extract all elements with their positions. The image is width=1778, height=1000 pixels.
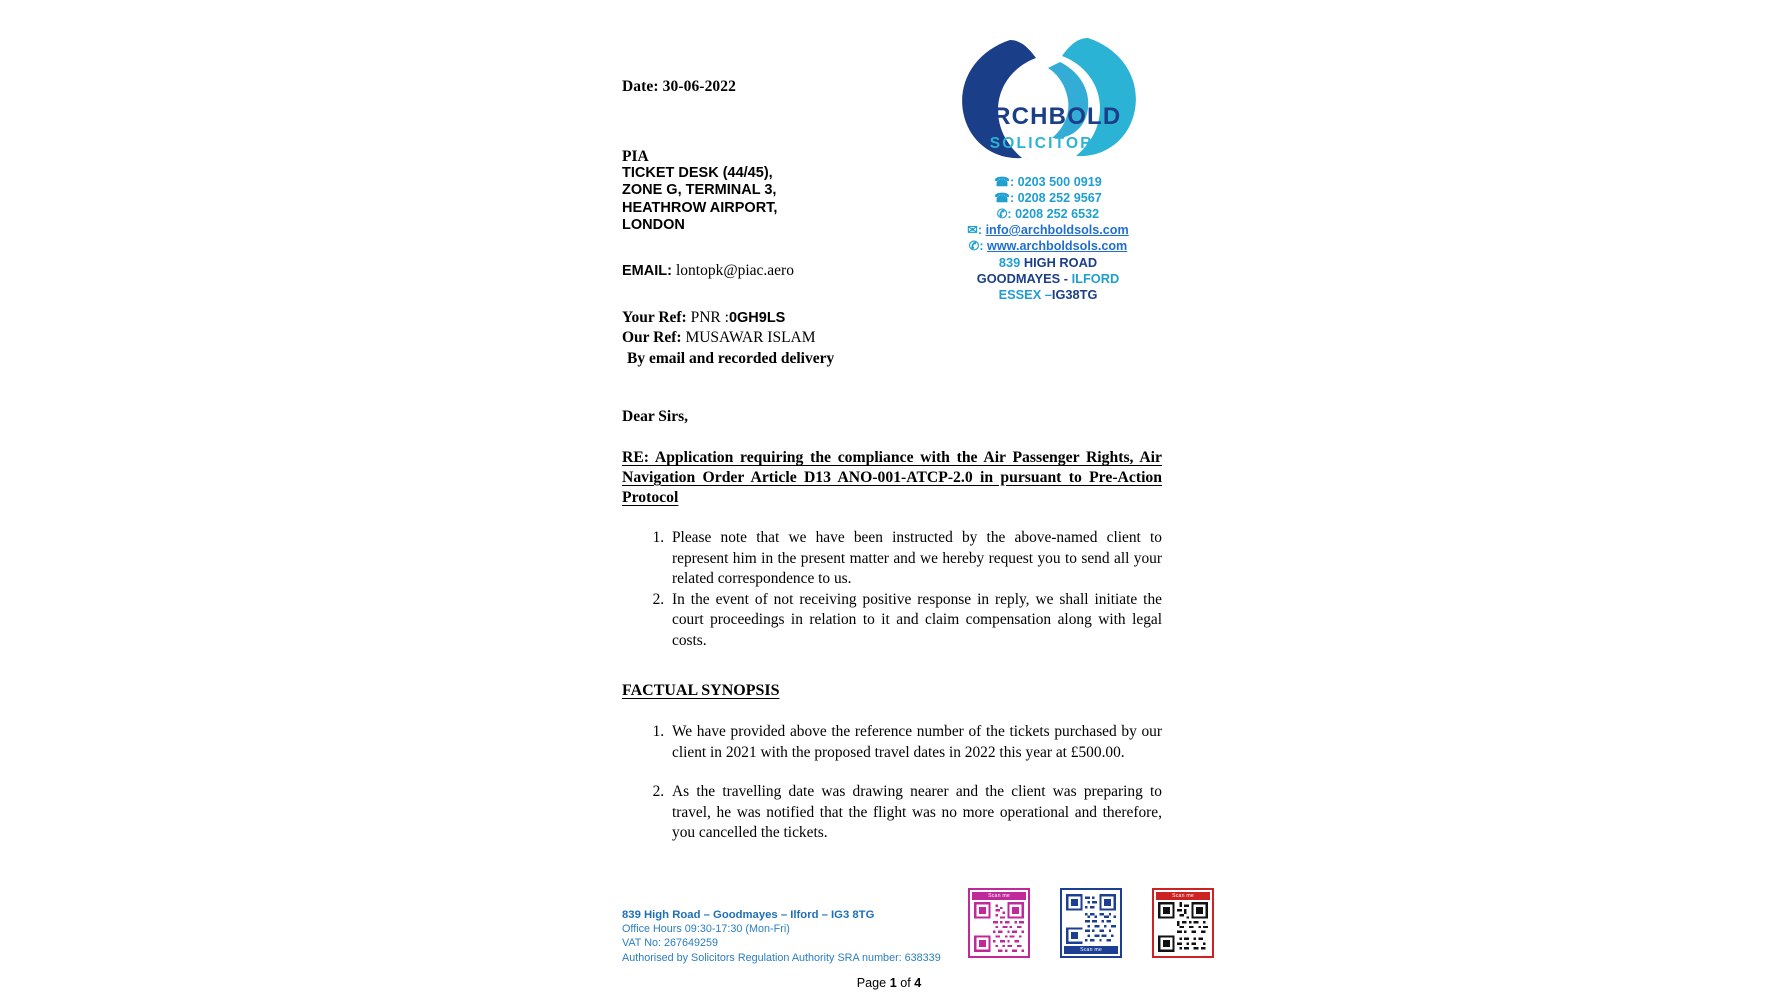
contact-fax xyxy=(948,206,1148,222)
address-line-0-rest: HIGH ROAD xyxy=(1020,255,1098,270)
addressee-line-3: HEATHROW AIRPORT, xyxy=(622,199,778,216)
section-heading-factual-synopsis: FACTUAL SYNOPSIS xyxy=(622,682,780,699)
footer-vat: VAT No: 267649259 xyxy=(622,937,719,950)
contact-website-link[interactable]: www.archboldsols.com xyxy=(987,239,1128,253)
footer-regulator: Authorised by Solicitors Regulation Authority SRA number: 638339 xyxy=(622,951,941,964)
envelope-icon: ✉ xyxy=(967,223,978,237)
our-ref-value: MUSAWAR ISLAM xyxy=(685,329,816,347)
contact-phone-1-text: : 0203 500 0919 xyxy=(1009,175,1102,189)
contact-list xyxy=(948,174,1148,254)
list-item: 1. Please note that we have been instructed by the above-named client to represent him in the present matter and we hereby request you to send all your related correspondence to us. xyxy=(668,528,1162,590)
synopsis-list xyxy=(622,722,1162,863)
contact-email-link[interactable]: info@archboldsols.com xyxy=(985,223,1129,237)
archbold-logo xyxy=(948,32,1148,172)
letter-head-block xyxy=(622,78,982,347)
page-number-total: 4 xyxy=(914,976,922,990)
date-line xyxy=(622,78,982,96)
list-item: 2. As the travelling date was drawing nearer and the client was preparing to travel, he was notified that the flight was no more operational and therefore, you cancelled the tickets. xyxy=(668,782,1162,844)
your-ref-prefix: PNR : xyxy=(690,309,729,327)
our-ref-line xyxy=(622,328,982,347)
address-line-1-strong: GOODMAYES - xyxy=(976,271,1072,286)
telephone-icon: ☎ xyxy=(994,191,1010,205)
qr-code-red-image xyxy=(1156,900,1210,954)
address-line-2-rest: IG38TG xyxy=(1051,287,1098,302)
re-heading: RE: Application requiring the compliance with the Air Passenger Rights, Air Navigation Order Article D13 ANO-001-ATCP-2.0 in pursuant to Pre-Action Protocol xyxy=(622,449,1162,506)
qr-code-pink-label: Scan me xyxy=(972,892,1026,900)
list-item: 1. We have provided above the reference number of the tickets purchased by our client in 2021 with the proposed travel dates in 2022 this year at £500.00. xyxy=(668,722,1162,763)
contact-fax-text: : 0208 252 6532 xyxy=(1007,207,1100,221)
reference-block xyxy=(622,308,982,347)
your-ref-label: Your Ref: xyxy=(622,309,687,327)
svg-text:SOLICITORS: SOLICITORS xyxy=(989,135,1107,152)
email-label: EMAIL: xyxy=(622,263,672,280)
salutation: Dear Sirs, xyxy=(622,408,689,425)
address-line-1 xyxy=(948,271,1148,287)
qr-code-red[interactable] xyxy=(1152,888,1214,958)
contact-phone-1 xyxy=(948,174,1148,190)
page-number-prefix: Page xyxy=(856,976,890,990)
addressee-line-0: PIA xyxy=(622,148,649,165)
your-ref-line xyxy=(622,308,982,328)
email-value: lontopk@piac.aero xyxy=(675,262,794,280)
list-item: 2. In the event of not receiving positive response in reply, we shall initiate the court proceedings in relation to it and claim compensation along with legal costs. xyxy=(668,590,1162,652)
letterhead-address xyxy=(948,255,1148,303)
contact-phone-2-text: : 0208 252 9567 xyxy=(1009,191,1102,205)
qr-code-blue-label: Scan me xyxy=(1064,946,1118,954)
addressee-line-2: ZONE G, TERMINAL 3, xyxy=(622,182,777,199)
our-ref-label: Our Ref: xyxy=(622,329,682,347)
address-line-0 xyxy=(948,255,1148,271)
address-line-1-rest: ILFORD xyxy=(1071,271,1120,286)
address-line-0-strong: 839 xyxy=(998,255,1021,270)
page-number xyxy=(0,976,1778,990)
date-label: Date: xyxy=(622,78,659,95)
your-ref-value: 0GH9LS xyxy=(728,310,786,327)
fax-icon: ✆ xyxy=(996,207,1008,221)
intro-list xyxy=(622,528,1162,652)
letterhead-logo-block xyxy=(948,32,1148,303)
qr-code-blue[interactable] xyxy=(1060,888,1122,958)
contact-phone-2 xyxy=(948,190,1148,206)
address-line-2 xyxy=(948,287,1148,303)
qr-code-red-label: Scan me xyxy=(1156,892,1210,900)
contact-website[interactable]: ✆: www.archboldsols.com xyxy=(968,239,1128,253)
telephone-icon: ☎ xyxy=(994,175,1010,189)
contact-email[interactable]: ✉: info@archboldsols.com xyxy=(967,223,1129,237)
mobile-icon: ✆ xyxy=(968,239,980,253)
page-number-current: 1 xyxy=(889,976,897,990)
qr-code-row xyxy=(968,888,1214,958)
qr-code-blue-image xyxy=(1064,892,1118,946)
qr-code-pink-image xyxy=(972,900,1026,954)
svg-text:ARCHBOLD: ARCHBOLD xyxy=(974,103,1122,130)
address-line-2-strong: ESSEX – xyxy=(998,287,1052,302)
delivery-note: By email and recorded delivery xyxy=(627,350,835,367)
addressee-block xyxy=(622,148,982,234)
page-number-middle: of xyxy=(896,976,915,990)
qr-code-pink[interactable] xyxy=(968,888,1030,958)
footer-address: 839 High Road – Goodmayes – Ilford – IG3 8TG xyxy=(622,909,875,921)
date-value: 30-06-2022 xyxy=(662,78,736,95)
addressee-line-4: LONDON xyxy=(622,216,685,233)
addressee-line-1: TICKET DESK (44/45), xyxy=(622,165,773,182)
footer-hours: Office Hours 09:30-17:30 (Mon-Fri) xyxy=(622,923,790,936)
email-line xyxy=(622,262,982,280)
footer-text-block xyxy=(622,908,941,965)
